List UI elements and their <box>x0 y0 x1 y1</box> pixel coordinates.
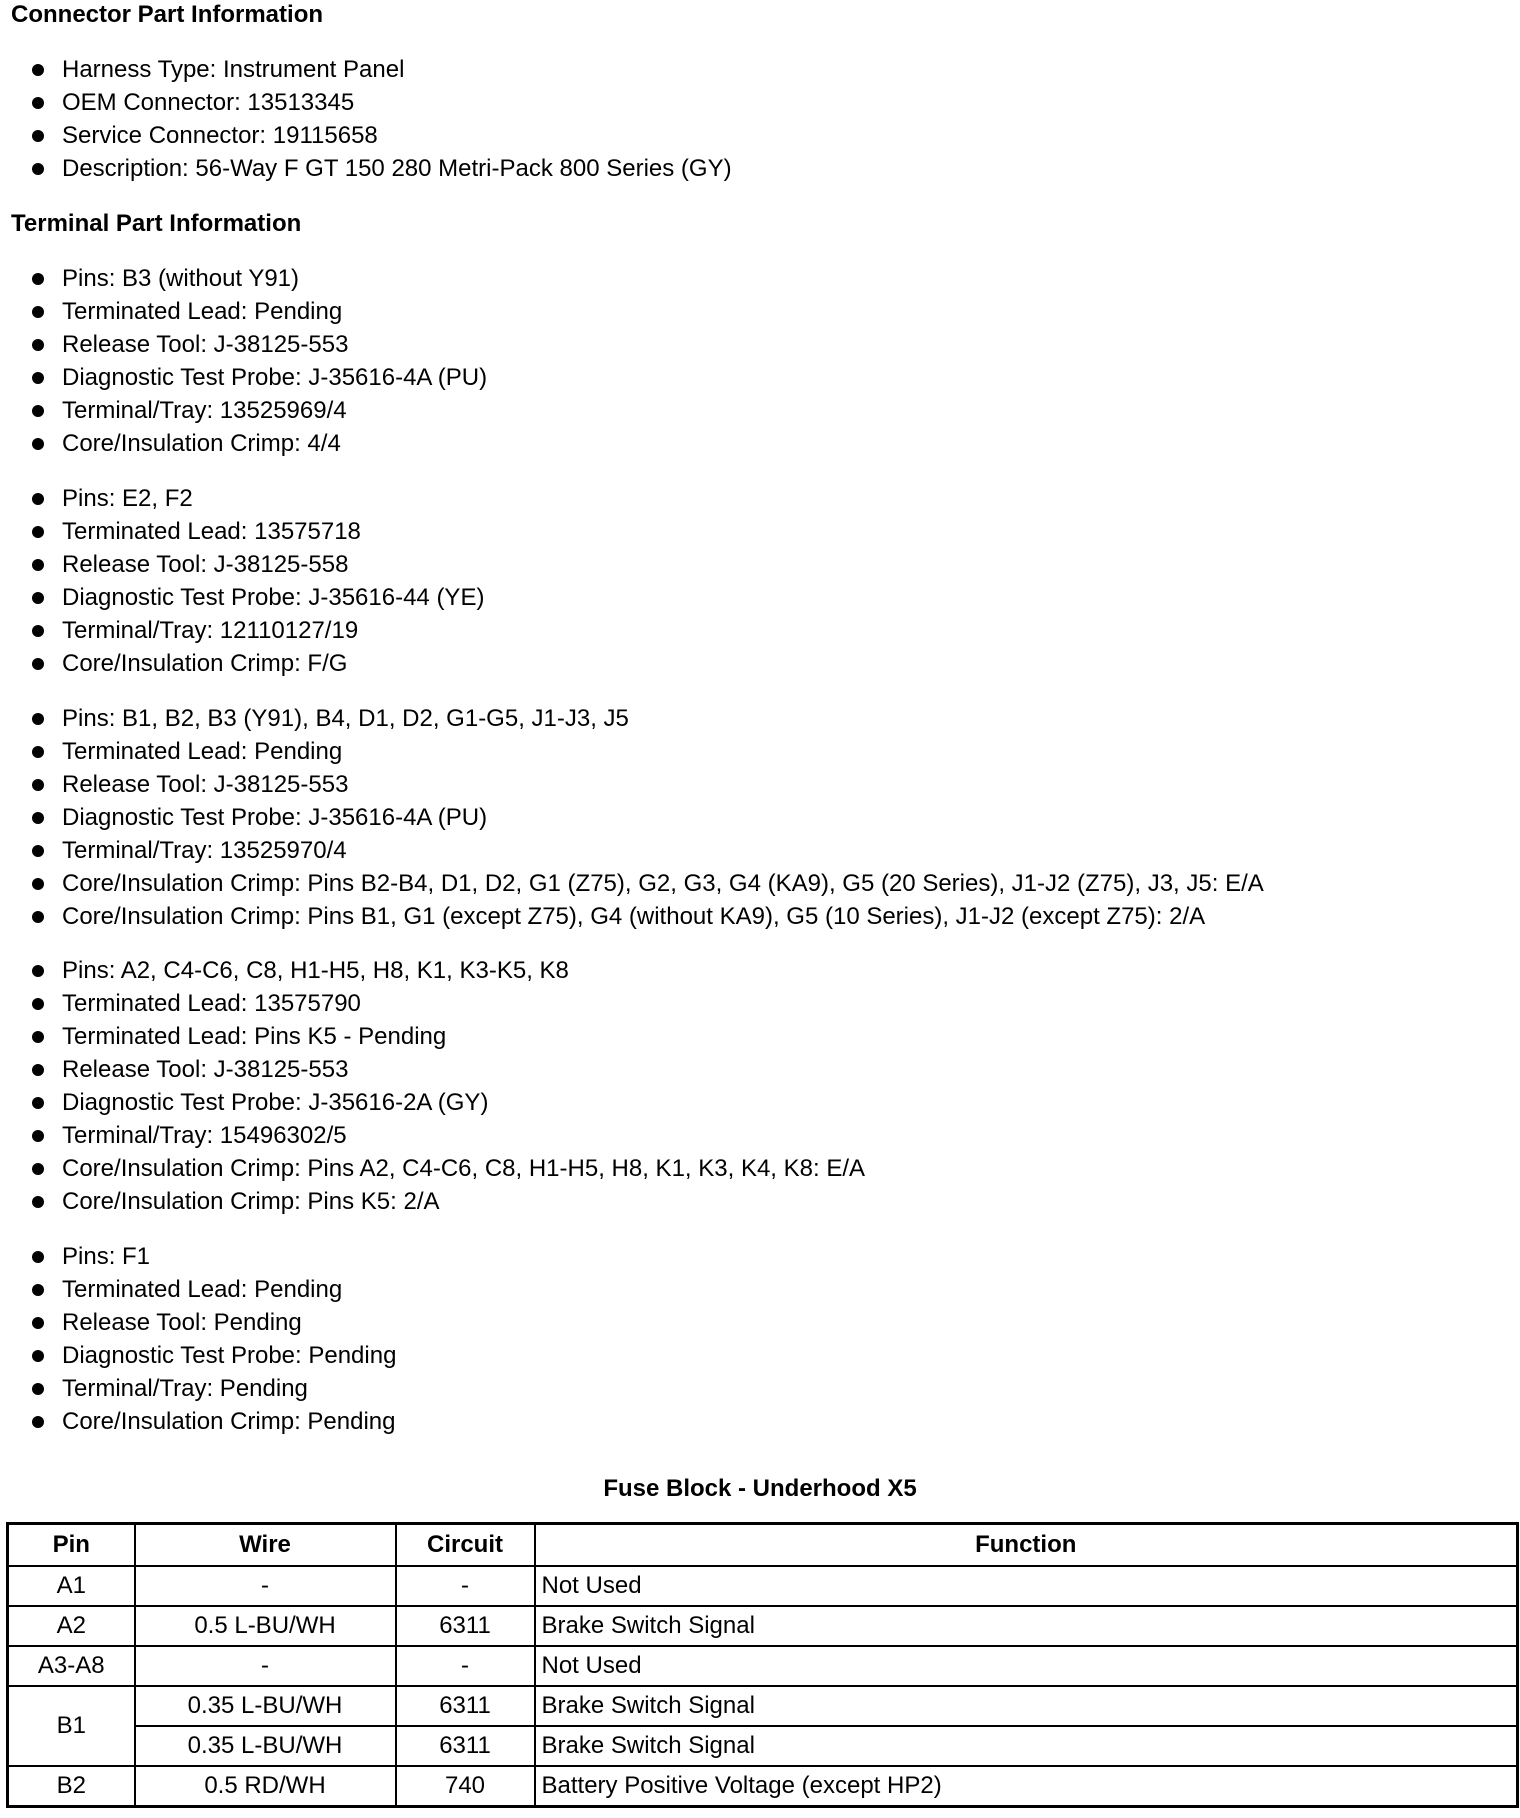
cell-pin: B1 <box>8 1686 135 1766</box>
header-wire: Wire <box>135 1524 396 1567</box>
bullet-icon <box>32 1350 44 1362</box>
cell-wire: 0.35 L-BU/WH <box>135 1686 396 1726</box>
bullet-icon <box>32 1284 44 1296</box>
bullet-icon <box>32 339 44 351</box>
cell-pin: A1 <box>8 1566 135 1606</box>
list-item: Diagnostic Test Probe: J-35616-44 (YE) <box>0 581 1500 614</box>
cell-wire: - <box>135 1646 396 1686</box>
bullet-icon <box>32 592 44 604</box>
bullet-icon <box>32 1064 44 1076</box>
bullet-icon <box>32 878 44 890</box>
bullet-icon <box>32 1196 44 1208</box>
table-row <box>8 1566 1518 1606</box>
list-item: Pins: B1, B2, B3 (Y91), B4, D1, D2, G1-G5, J1-J3, J5 <box>0 702 1500 735</box>
list-item: Service Connector: 19115658 <box>0 119 1500 152</box>
cell-function: Not Used <box>535 1646 1518 1686</box>
list-item: Terminated Lead: Pending <box>0 735 1500 768</box>
table-row <box>8 1606 1518 1646</box>
table-row <box>8 1766 1518 1807</box>
bullet-icon <box>32 64 44 76</box>
bullet-icon <box>32 746 44 758</box>
table-title: Fuse Block - Underhood X5 <box>603 1475 917 1502</box>
list-item: Pins: F1 <box>0 1240 1500 1273</box>
cell-function: Brake Switch Signal <box>535 1726 1518 1766</box>
bullet-icon <box>32 1130 44 1142</box>
bullet-icon <box>32 163 44 175</box>
bullet-icon <box>32 812 44 824</box>
bullet-icon <box>32 438 44 450</box>
table-header-row <box>8 1524 1518 1567</box>
bullet-icon <box>32 625 44 637</box>
list-item: Terminated Lead: 13575718 <box>0 515 1500 548</box>
list-item: Terminated Lead: 13575790 <box>0 987 1500 1020</box>
bullet-icon <box>32 911 44 923</box>
table-row <box>8 1726 1518 1766</box>
cell-function: Brake Switch Signal <box>535 1606 1518 1646</box>
bullet-icon <box>32 779 44 791</box>
cell-circuit: 740 <box>396 1766 535 1807</box>
bullet-icon <box>32 965 44 977</box>
list-item: Diagnostic Test Probe: Pending <box>0 1339 1500 1372</box>
list-item: Diagnostic Test Probe: J-35616-4A (PU) <box>0 801 1500 834</box>
list-item: Terminated Lead: Pins K5 - Pending <box>0 1020 1500 1053</box>
terminal-group-4 <box>0 954 1500 1218</box>
bullet-icon <box>32 493 44 505</box>
list-item: Release Tool: J-38125-558 <box>0 548 1500 581</box>
bullet-icon <box>32 845 44 857</box>
terminal-part-heading: Terminal Part Information <box>11 210 302 237</box>
list-item: Pins: A2, C4-C6, C8, H1-H5, H8, K1, K3-K5, K8 <box>0 954 1500 987</box>
cell-circuit: - <box>396 1566 535 1606</box>
bullet-icon <box>32 1383 44 1395</box>
list-item: Diagnostic Test Probe: J-35616-2A (GY) <box>0 1086 1500 1119</box>
list-item: Core/Insulation Crimp: Pins K5: 2/A <box>0 1185 1500 1218</box>
header-pin: Pin <box>8 1524 135 1567</box>
cell-wire: 0.5 RD/WH <box>135 1766 396 1807</box>
bullet-icon <box>32 372 44 384</box>
bullet-icon <box>32 273 44 285</box>
list-item: Core/Insulation Crimp: 4/4 <box>0 427 1500 460</box>
connector-part-heading: Connector Part Information <box>11 1 324 28</box>
bullet-icon <box>32 559 44 571</box>
list-item: Pins: E2, F2 <box>0 482 1500 515</box>
list-item: Terminal/Tray: 15496302/5 <box>0 1119 1500 1152</box>
bullet-icon <box>32 526 44 538</box>
cell-circuit: 6311 <box>396 1686 535 1726</box>
terminal-group-2 <box>0 482 1500 680</box>
list-item: Release Tool: J-38125-553 <box>0 328 1500 361</box>
bullet-icon <box>32 130 44 142</box>
list-item: Core/Insulation Crimp: Pins B2-B4, D1, D2, G1 (Z75), G2, G3, G4 (KA9), G5 (20 Series), J1-J2 (Z75), J3, J5: E/A <box>0 867 1500 900</box>
cell-function: Brake Switch Signal <box>535 1686 1518 1726</box>
list-item: Diagnostic Test Probe: J-35616-4A (PU) <box>0 361 1500 394</box>
list-item: Terminal/Tray: 13525969/4 <box>0 394 1500 427</box>
list-item: Core/Insulation Crimp: Pending <box>0 1405 1500 1438</box>
list-item: Core/Insulation Crimp: F/G <box>0 647 1500 680</box>
list-item: Terminated Lead: Pending <box>0 1273 1500 1306</box>
cell-circuit: 6311 <box>396 1606 535 1646</box>
cell-pin: A3-A8 <box>8 1646 135 1686</box>
bullet-icon <box>32 1097 44 1109</box>
list-item: Terminal/Tray: 13525970/4 <box>0 834 1500 867</box>
cell-function: Battery Positive Voltage (except HP2) <box>535 1766 1518 1807</box>
cell-wire: 0.5 L-BU/WH <box>135 1606 396 1646</box>
list-item: Core/Insulation Crimp: Pins B1, G1 (except Z75), G4 (without KA9), G5 (10 Series), J1-J2 (except Z75): 2/A <box>0 900 1500 933</box>
bullet-icon <box>32 405 44 417</box>
bullet-icon <box>32 1031 44 1043</box>
bullet-icon <box>32 306 44 318</box>
bullet-icon <box>32 658 44 670</box>
bullet-icon <box>32 97 44 109</box>
list-item: OEM Connector: 13513345 <box>0 86 1500 119</box>
header-function: Function <box>535 1524 1518 1567</box>
header-circuit: Circuit <box>396 1524 535 1567</box>
connector-part-list <box>0 53 1500 185</box>
list-item: Pins: B3 (without Y91) <box>0 262 1500 295</box>
list-item: Core/Insulation Crimp: Pins A2, C4-C6, C8, H1-H5, H8, K1, K3, K4, K8: E/A <box>0 1152 1500 1185</box>
cell-pin: B2 <box>8 1766 135 1807</box>
table-row <box>8 1686 1518 1726</box>
cell-circuit: 6311 <box>396 1726 535 1766</box>
list-item: Description: 56-Way F GT 150 280 Metri-Pack 800 Series (GY) <box>0 152 1500 185</box>
list-item: Release Tool: J-38125-553 <box>0 768 1500 801</box>
terminal-group-5 <box>0 1240 1500 1438</box>
cell-wire: - <box>135 1566 396 1606</box>
cell-pin: A2 <box>8 1606 135 1646</box>
list-item: Release Tool: Pending <box>0 1306 1500 1339</box>
terminal-group-1 <box>0 262 1500 460</box>
cell-function: Not Used <box>535 1566 1518 1606</box>
bullet-icon <box>32 1317 44 1329</box>
pinout-table <box>6 1522 1519 1808</box>
bullet-icon <box>32 998 44 1010</box>
bullet-icon <box>32 1251 44 1263</box>
bullet-icon <box>32 1163 44 1175</box>
table-row <box>8 1646 1518 1686</box>
cell-wire: 0.35 L-BU/WH <box>135 1726 396 1766</box>
bullet-icon <box>32 713 44 725</box>
cell-circuit: - <box>396 1646 535 1686</box>
list-item: Terminal/Tray: 12110127/19 <box>0 614 1500 647</box>
bullet-icon <box>32 1416 44 1428</box>
list-item: Terminal/Tray: Pending <box>0 1372 1500 1405</box>
list-item: Harness Type: Instrument Panel <box>0 53 1500 86</box>
list-item: Terminated Lead: Pending <box>0 295 1500 328</box>
terminal-group-3 <box>0 702 1500 933</box>
list-item: Release Tool: J-38125-553 <box>0 1053 1500 1086</box>
